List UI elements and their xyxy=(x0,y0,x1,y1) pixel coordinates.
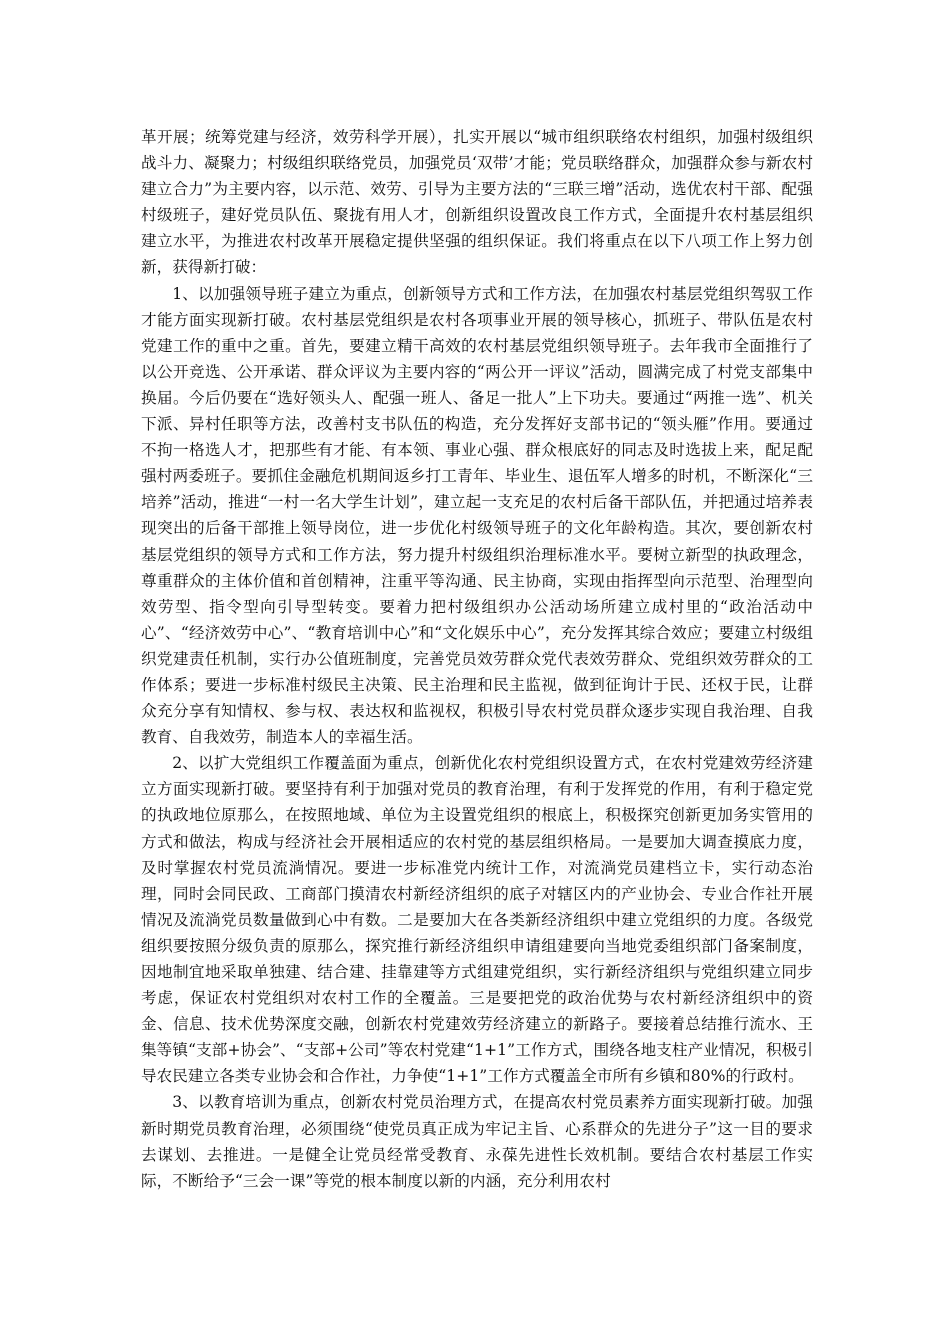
paragraph-leadership: 1、以加强领导班子建立为重点，创新领导方式和工作方法，在加强农村基层党组织驾驭工作才能方面实现新打破。农村基层党组织是农村各项事业开展的领导核心，抓班子、带队伍是农村党建工作的重中之重。首先，要建立精干高效的农村基层党组织领导班子。去年我市全面推行了以公开竞选、公开承诺、群众评议为主要内容的“两公开一评议”活动，圆满完成了村党支部集中换届。今后仍要在“选好领头人、配强一班人、备足一批人”上下功夫。要通过“两推一选”、机关下派、异村任职等方法，改善村支书队伍的构造，充分发挥好支部书记的“领头雁”作用。要通过不拘一格选人才，把那些有才能、有本领、事业心强、群众根底好的同志及时选拔上来，配足配强村两委班子。要抓住金融危机期间返乡打工青年、毕业生、退伍军人增多的时机，不断深化“三培养”活动，推进“一村一名大学生计划”，建立起一支充足的农村后备干部队伍，并把通过培养表现突出的后备干部推上领导岗位，进一步优化村级领导班子的文化年龄构造。其次，要创新农村基层党组织的领导方式和工作方法，努力提升村级组织治理标准水平。要树立新型的执政理念，尊重群众的主体价值和首创精神，注重平等沟通、民主协商，实现由指挥型向示范型、治理型向效劳型、指令型向引导型转变。要着力把村级组织办公活动场所建立成村里的“政治活动中心”、“经济效劳中心”、“教育培训中心”和“文化娱乐中心”，充分发挥其综合效应；要建立村级组织党建责任机制，实行办公值班制度，完善党员效劳群众党代表效劳群众、党组织效劳群众的工作体系；要进一步标准村级民主决策、民主治理和民主监视，做到征询计于民、还权于民，让群众充分享有知情权、参与权、表达权和监视权，积极引导农村党员群众逐步实现自我治理、自我教育、自我效劳，制造本人的幸福生活。 xyxy=(141,284,813,747)
document-body xyxy=(141,124,813,1194)
paragraph-continuation: 革开展；统筹党建与经济，效劳科学开展），扎实开展以“城市组织联络农村组织，加强村级组织战斗力、凝聚力；村级组织联络党员，加强党员‘双带’才能；党员联络群众，加强群众参与新农村建立合力”为主要内容，以示范、效劳、引导为主要方法的“三联三增”活动，选优农村干部、配强村级班子，建好党员队伍、聚拢有用人才，创新组织设置改良工作方式，全面提升农村基层组织建立水平，为推进农村改革开展稳定提供坚强的组织保证。我们将重点在以下八项工作上努力创新，获得新打破： xyxy=(141,128,813,277)
paragraph-coverage: 2、以扩大党组织工作覆盖面为重点，创新优化农村党组织设置方式，在农村党建效劳经济建立方面实现新打破。要坚持有利于加强对党员的教育治理，有利于发挥党的作用，有利于稳定党的执政地位原那么，在按照地域、单位为主设置党组织的根底上，积极探究创新更加务实管用的方式和做法，构成与经济社会开展相适应的农村党的基层组织格局。一是要加大调查摸底力度，及时掌握农村党员流淌情况。要进一步标准党内统计工作，对流淌党员建档立卡，实行动态治理，同时会同民政、工商部门摸清农村新经济组织的底子对辖区内的产业协会、专业合作社开展情况及流淌党员数量做到心中有数。二是要加大在各类新经济组织中建立党组织的力度。各级党组织要按照分级负责的原那么，探究推行新经济组织申请组建要向当地党委组织部门备案制度，因地制宜地采取单独建、结合建、挂靠建等方式组建党组织，实行新经济组织与党组织建立同步考虑，保证农村党组织对农村工作的全覆盖。三是要把党的政治优势与农村新经济组织中的资金、信息、技术优势深度交融，创新农村党建效劳经济建立的新路子。要接着总结推行流水、王集等镇“支部+协会”、“支部+公司”等农村党建“1+1”工作方式，围绕各地支柱产业情况，积极引导农民建立各类专业协会和合作社，力争使“1+1”工作方式覆盖全市所有乡镇和80%的行政村。 xyxy=(141,754,813,1086)
paragraph-education: 3、以教育培训为重点，创新农村党员治理方式，在提高农村党员素养方面实现新打破。加强新时期党员教育治理，必须围绕“使党员真正成为牢记主旨、心系群众的先进分子”这一目的要求去谋划、去推进。一是健全让党员经常受教育、永葆先进性长效机制。要结合农村基层工作实际，不断给予“三会一课”等党的根本制度以新的内涵，充分利用农村 xyxy=(141,1093,813,1190)
